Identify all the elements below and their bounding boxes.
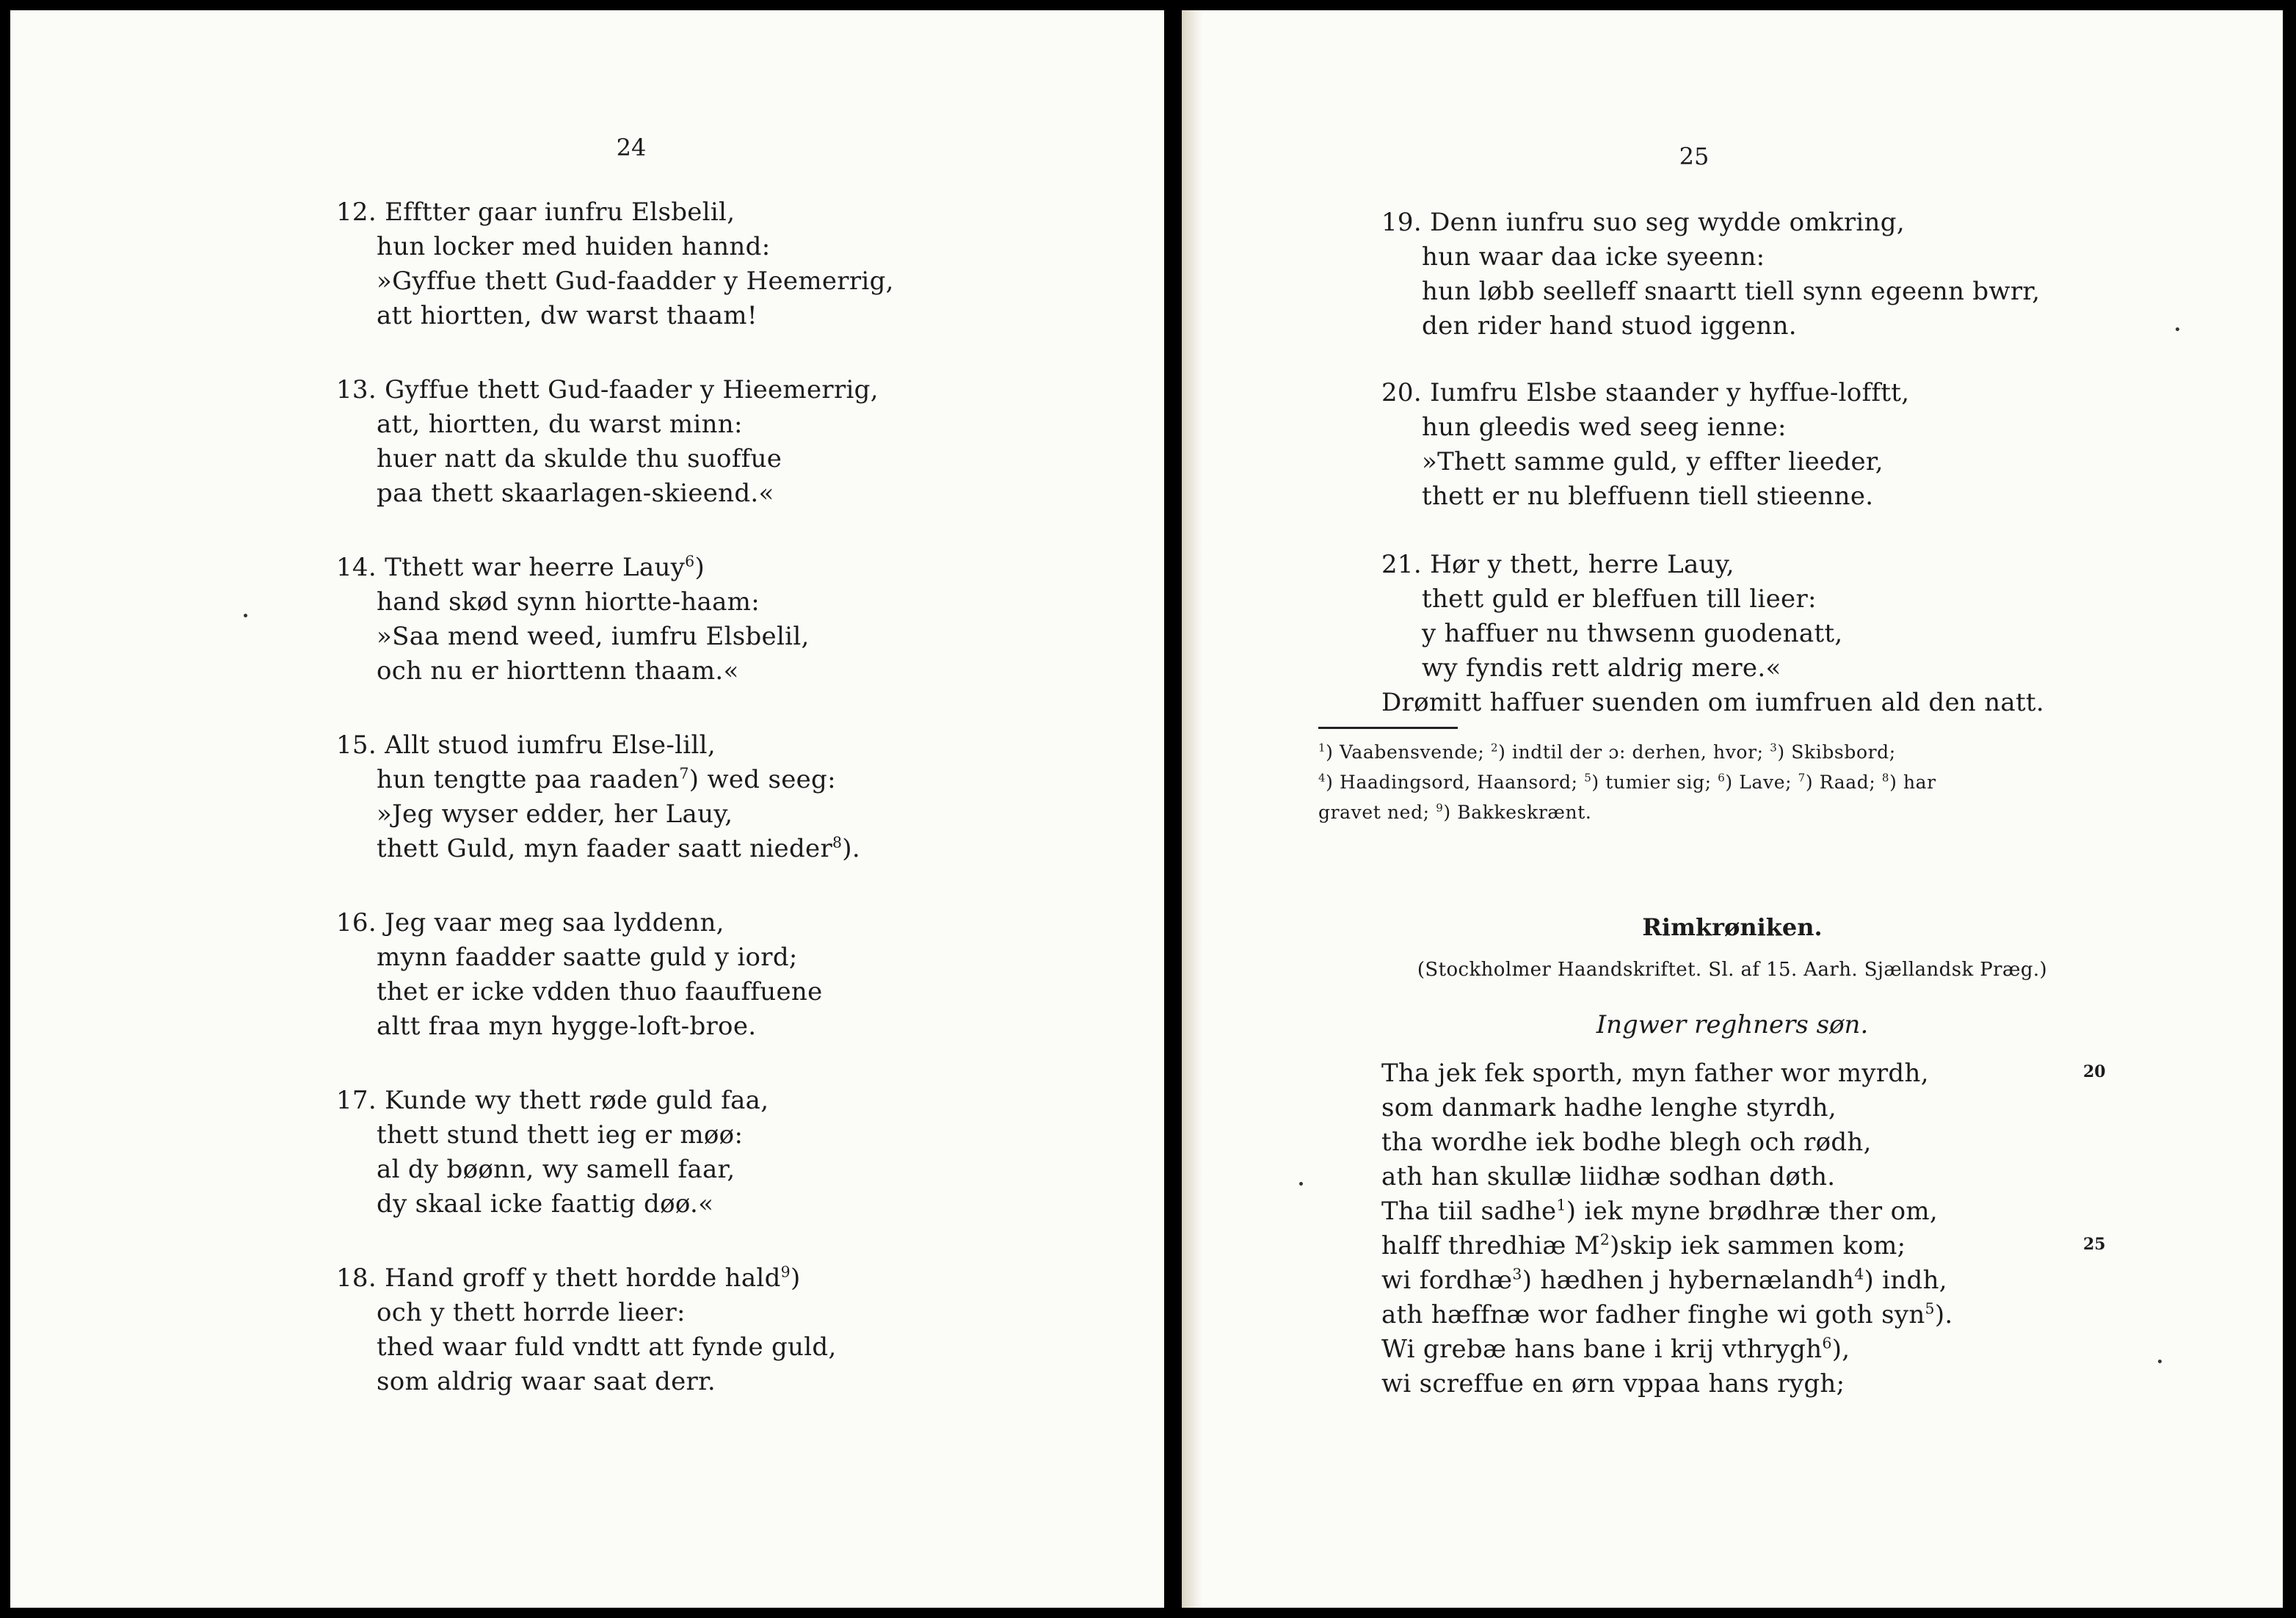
verse-line: Iumfru Elsbe staander y hyffue-lofftt, bbox=[1430, 378, 1910, 407]
verse-line: ath hæffnæ wor fadher finghe wi goth syn$^5$). bbox=[1381, 1299, 1953, 1329]
verse-line: »Jeg wyser edder, her Lauy, bbox=[377, 799, 733, 829]
verse-line: wy fyndis rett aldrig mere.« bbox=[1422, 653, 1781, 683]
stanza-number: 14. bbox=[336, 553, 377, 582]
stanza-number: 13. bbox=[336, 375, 377, 404]
stanza-number: 15. bbox=[336, 730, 377, 760]
stanza-number: 18. bbox=[336, 1263, 377, 1293]
stanza-18: 18. Hand groff y thett hordde hald$^9$) och y thett horrde lieer: thed waar fuld vndtt att fynde guld, som aldrig waar saat derr. bbox=[336, 1261, 837, 1399]
verse-line: thett er nu bleffuenn tiell stieenne. bbox=[1422, 482, 1874, 511]
verse-line: hun waar daa icke syeenn: bbox=[1422, 242, 1765, 272]
footnote-rule bbox=[1318, 727, 1458, 729]
verse-line: Hand groff y thett hordde hald bbox=[385, 1263, 781, 1293]
verse-line: y haffuer nu thwsenn guodenatt, bbox=[1422, 619, 1843, 648]
footnote-line: $^4$) Haadingsord, Haansord; $^5$) tumier sig; $^6$) Lave; $^7$) Raad; $^8$) har bbox=[1318, 771, 1936, 793]
ink-speck bbox=[244, 614, 247, 617]
ink-speck bbox=[2176, 327, 2179, 331]
left-page bbox=[10, 10, 1164, 1608]
verse-line: Efftter gaar iunfru Elsbelil, bbox=[385, 197, 735, 227]
footnote-ref: 5 bbox=[1925, 1299, 1935, 1318]
stanza-20 bbox=[1381, 376, 1909, 514]
footnote-ref: 8 bbox=[832, 833, 843, 852]
verse-line: Tthett war heerre Lauy bbox=[385, 553, 686, 582]
refrain-line: Drømitt haffuer suenden om iumfruen ald den natt. bbox=[1381, 688, 2044, 717]
chronicle-verse bbox=[1381, 1056, 1953, 1401]
verse-line: »Gyffue thett Gud-faadder y Heemerrig, bbox=[377, 266, 894, 296]
verse-line: hun tengtte paa raaden bbox=[377, 765, 680, 794]
right-page bbox=[1182, 10, 2283, 1608]
verse-line: och y thett horrde lieer: bbox=[377, 1298, 686, 1327]
verse-line: och nu er hiorttenn thaam.« bbox=[377, 656, 739, 686]
stanza-number: 16. bbox=[336, 908, 377, 937]
verse-line: Wi grebæ hans bane i krij vthrygh$^6$), bbox=[1381, 1334, 1850, 1364]
stanza-number: 19. bbox=[1381, 208, 1422, 237]
stanza-number: 20. bbox=[1381, 378, 1422, 407]
verse-line: huer natt da skulde thu suoffue bbox=[377, 444, 782, 474]
verse-line: Tha jek fek sporth, myn father wor myrdh, bbox=[1381, 1059, 1929, 1088]
stanza-13 bbox=[336, 373, 879, 511]
stanza-number: 12. bbox=[336, 197, 377, 227]
verse-line: thed waar fuld vndtt att fynde guld, bbox=[377, 1332, 837, 1362]
footnote-ref: 9 bbox=[780, 1263, 791, 1281]
verse-line: hun gleedis wed seeg ienne: bbox=[1422, 413, 1787, 442]
verse-line: al dy bøønn, wy samell faar, bbox=[377, 1155, 735, 1184]
verse-line: som aldrig waar saat derr. bbox=[377, 1367, 716, 1396]
stanza-21 bbox=[1381, 548, 2044, 720]
verse-line: hun løbb seelleff snaartt tiell synn egeenn bwrr, bbox=[1422, 277, 2041, 306]
verse-line: Hør y thett, herre Lauy, bbox=[1430, 550, 1734, 579]
author-line: Ingwer reghners søn. bbox=[1596, 1010, 1869, 1040]
verse-line: hun locker med huiden hannd: bbox=[377, 232, 771, 261]
ink-speck bbox=[1299, 1182, 1303, 1186]
verse-line: »Thett samme guld, y effter lieeder, bbox=[1422, 447, 1883, 476]
verse-line: thet er icke vdden thuo faauffuene bbox=[377, 977, 823, 1006]
verse-line: Jeg vaar meg saa lyddenn, bbox=[385, 908, 724, 937]
stanza-14: 14. Tthett war heerre Lauy$^6$) hand skød synn hiortte-haam: »Saa mend weed, iumfru Elsbelil, och nu er hiorttenn thaam.« bbox=[336, 551, 810, 689]
footnote-ref: 2 bbox=[1599, 1230, 1610, 1249]
verse-line: att hiortten, dw warst thaam! bbox=[377, 301, 758, 330]
verse-line: att, hiortten, du warst minn: bbox=[377, 410, 743, 439]
verse-line: hand skød synn hiortte-haam: bbox=[377, 587, 760, 617]
footnote-ref: 6 bbox=[685, 552, 695, 570]
footnote-ref: 4 bbox=[1854, 1265, 1864, 1283]
stanza-12 bbox=[336, 195, 894, 333]
line-number: 20 bbox=[2083, 1062, 2106, 1081]
stanza-16 bbox=[336, 906, 823, 1044]
footnote-ref: 7 bbox=[679, 764, 689, 783]
verse-line: wi fordhæ$^3$) hædhen j hybernælandh$^4$) indh, bbox=[1381, 1265, 1947, 1295]
page-gutter bbox=[1182, 10, 1202, 1608]
line-number: 25 bbox=[2083, 1235, 2106, 1254]
stanza-number: 21. bbox=[1381, 550, 1422, 579]
verse-line: Denn iunfru suo seg wydde omkring, bbox=[1430, 208, 1905, 237]
verse-line: thett guld er bleffuen till lieer: bbox=[1422, 584, 1817, 614]
stanza-19 bbox=[1381, 206, 2040, 344]
footnote-ref: 1 bbox=[1556, 1196, 1566, 1214]
verse-line: ath han skullæ liidhæ sodhan døth. bbox=[1381, 1162, 1836, 1191]
verse-line: Tha tiil sadhe$^1$) iek myne brødhræ ther om, bbox=[1381, 1196, 1939, 1226]
footnote-line: $^1$) Vaabensvende; $^2$) indtil der ɔ: derhen, hvor; $^3$) Skibsbord; bbox=[1318, 741, 1896, 763]
verse-line: mynn faadder saatte guld y iord; bbox=[377, 943, 798, 972]
verse-line: thett stund thett ieg er møø: bbox=[377, 1120, 744, 1150]
footnote-line: gravet ned; $^9$) Bakkeskrænt. bbox=[1318, 801, 1592, 823]
footnote-ref: 3 bbox=[1512, 1265, 1522, 1283]
verse-line: wi screffue en ørn vppaa hans rygh; bbox=[1381, 1369, 1845, 1398]
stanza-15: 15. Allt stuod iumfru Else-lill, hun tengtte paa raaden$^7$) wed seeg: »Jeg wyser edder, her Lauy, thett Guld, myn faader saatt nieder$^8$). bbox=[336, 728, 860, 866]
page-number: 25 bbox=[1679, 142, 1710, 170]
verse-line: tha wordhe iek bodhe blegh och rødh, bbox=[1381, 1128, 1872, 1157]
verse-line: Gyffue thett Gud-faader y Hieemerrig, bbox=[385, 375, 879, 404]
verse-line: Allt stuod iumfru Else-lill, bbox=[385, 730, 716, 760]
verse-line: »Saa mend weed, iumfru Elsbelil, bbox=[377, 622, 810, 651]
footnotes bbox=[1318, 737, 2111, 827]
page-number: 24 bbox=[616, 134, 647, 162]
section-title: Rimkrøniken. bbox=[1642, 913, 1823, 941]
verse-line: altt fraa myn hygge-loft-broe. bbox=[377, 1012, 757, 1041]
stanza-number: 17. bbox=[336, 1086, 377, 1115]
stanza-17 bbox=[336, 1084, 769, 1222]
footnote-ref: 6 bbox=[1822, 1334, 1832, 1352]
section-subtitle: (Stockholmer Haandskriftet. Sl. af 15. Aarh. Sjællandsk Præg.) bbox=[1417, 959, 2048, 981]
verse-line: som danmark hadhe lenghe styrdh, bbox=[1381, 1093, 1837, 1122]
verse-line: paa thett skaarlagen-skieend.« bbox=[377, 479, 774, 508]
verse-line: Kunde wy thett røde guld faa, bbox=[385, 1086, 769, 1115]
verse-line: dy skaal icke faattig døø.« bbox=[377, 1189, 714, 1219]
verse-line: halff thredhiæ $M^2)skip$ iek sammen kom; bbox=[1381, 1230, 1906, 1260]
verse-line: thett Guld, myn faader saatt nieder bbox=[377, 834, 833, 863]
ink-speck bbox=[2158, 1360, 2162, 1363]
verse-line: den rider hand stuod iggenn. bbox=[1422, 311, 1797, 341]
